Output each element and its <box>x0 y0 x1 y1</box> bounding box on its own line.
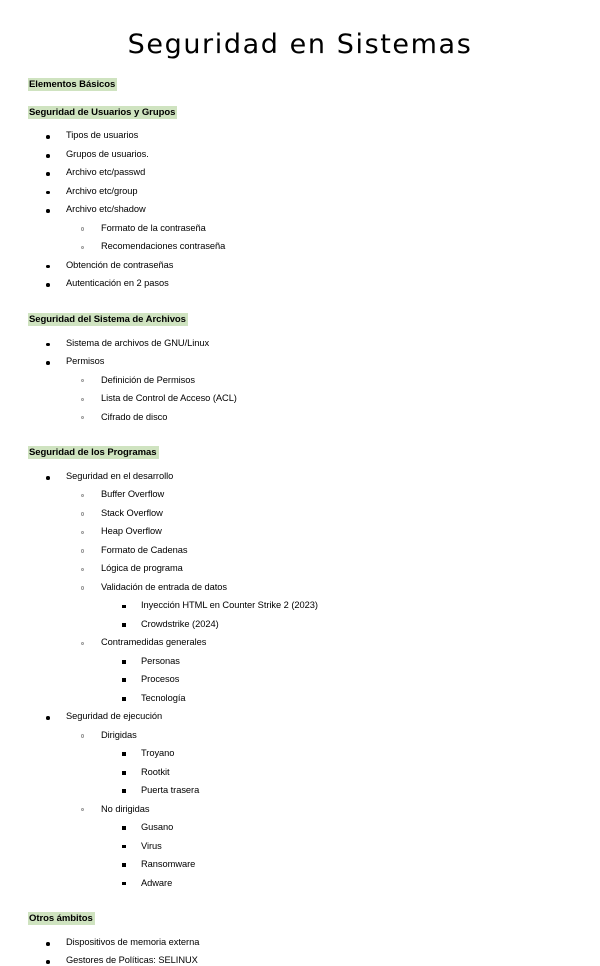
section-heading <box>0 913 600 925</box>
list-item <box>0 956 600 965</box>
list-item <box>66 638 600 703</box>
list-item <box>0 131 600 140</box>
list-item-label: Recomendaciones contraseña <box>101 241 226 252</box>
list-item-label: Buffer Overflow <box>101 489 165 500</box>
list-item-label: Seguridad de ejecución <box>66 711 163 722</box>
section-heading-highlight: Elementos Básicos <box>29 78 116 90</box>
outline-list-level-2 <box>66 376 600 422</box>
list-item <box>0 279 600 288</box>
list-item <box>101 601 600 610</box>
outline-list-level-3 <box>101 749 600 795</box>
list-item-label: Sistema de archivos de GNU/Linux <box>66 337 210 348</box>
list-item-label: Tecnología <box>141 692 186 703</box>
section-heading <box>0 107 600 119</box>
outline-list-level-1 <box>0 472 600 888</box>
outline-list-level-1 <box>0 938 600 966</box>
list-item <box>101 786 600 795</box>
list-item-label: Tipos de usuarios <box>66 130 139 141</box>
list-item <box>101 749 600 758</box>
section-heading <box>0 447 600 459</box>
outline-list-level-1 <box>0 339 600 422</box>
list-item-label: Formato de la contraseña <box>101 222 206 233</box>
list-item-label: Ransomware <box>141 859 196 870</box>
list-item <box>101 879 600 888</box>
list-item <box>66 394 600 403</box>
heading-spacer <box>0 326 600 339</box>
list-item-label: Permisos <box>66 356 105 367</box>
heading-spacer <box>0 925 600 938</box>
list-item <box>66 583 600 629</box>
list-item-label: Formato de Cadenas <box>101 544 188 555</box>
list-item <box>101 860 600 869</box>
list-item <box>101 768 600 777</box>
list-item-label: Lógica de programa <box>101 563 183 574</box>
list-item <box>0 168 600 177</box>
list-item-label: Dirigidas <box>101 729 137 740</box>
list-item <box>0 938 600 947</box>
list-item <box>66 224 600 233</box>
list-item-label: Stack Overflow <box>101 507 163 518</box>
list-item-label: Dispositivos de memoria externa <box>66 936 200 947</box>
section-spacer <box>0 298 600 314</box>
list-item <box>0 472 600 703</box>
list-item <box>0 187 600 196</box>
list-item <box>66 376 600 385</box>
list-item <box>66 564 600 573</box>
section-heading-highlight: Seguridad del Sistema de Archivos <box>29 313 186 325</box>
section-spacer <box>0 431 600 447</box>
outline-list-level-3 <box>101 823 600 888</box>
document-body <box>0 79 600 966</box>
list-item <box>101 675 600 684</box>
list-item-label: Cifrado de disco <box>101 411 168 422</box>
section-spacer <box>0 897 600 913</box>
list-item-label: Contramedidas generales <box>101 637 207 648</box>
section-heading-highlight: Seguridad de los Programas <box>29 447 157 459</box>
list-item <box>66 509 600 518</box>
list-item <box>101 823 600 832</box>
outline-list-level-3 <box>101 601 600 629</box>
list-item-label: Adware <box>141 877 173 888</box>
list-item <box>66 413 600 422</box>
outline-list-level-1 <box>0 131 600 288</box>
list-item-label: Virus <box>141 840 162 851</box>
section-spacer <box>0 91 600 107</box>
list-item <box>66 805 600 888</box>
section-heading-highlight: Seguridad de Usuarios y Grupos <box>29 106 176 118</box>
list-item <box>0 261 600 270</box>
list-item-label: Heap Overflow <box>101 526 162 537</box>
outline-list-level-3 <box>101 657 600 703</box>
list-item-label: Gestores de Políticas: SELINUX <box>66 955 198 966</box>
outline-list-level-2 <box>66 731 600 888</box>
list-item-label: Obtención de contraseñas <box>66 259 174 270</box>
list-item-label: Definición de Permisos <box>101 374 195 385</box>
list-item-label: Seguridad en el desarrollo <box>66 470 174 481</box>
list-item-label: Troyano <box>141 748 175 759</box>
list-item-label: Archivo etc/shadow <box>66 204 146 215</box>
list-item <box>0 339 600 348</box>
section-heading <box>0 314 600 326</box>
list-item <box>0 205 600 251</box>
list-item <box>0 357 600 422</box>
list-item <box>66 731 600 796</box>
outline-list-level-2 <box>66 224 600 252</box>
list-item-label: Grupos de usuarios. <box>66 148 149 159</box>
list-item-label: Archivo etc/passwd <box>66 167 146 178</box>
list-item <box>101 657 600 666</box>
list-item <box>66 546 600 555</box>
list-item-label: Crowdstrike (2024) <box>141 618 219 629</box>
section-heading <box>0 79 600 91</box>
list-item <box>0 712 600 888</box>
section-heading-highlight: Otros ámbitos <box>29 913 93 925</box>
list-item-label: Gusano <box>141 822 174 833</box>
list-item-label: Validación de entrada de datos <box>101 581 227 592</box>
list-item <box>66 527 600 536</box>
list-item <box>66 242 600 251</box>
list-item <box>101 694 600 703</box>
list-item-label: No dirigidas <box>101 803 150 814</box>
list-item <box>101 620 600 629</box>
list-item-label: Personas <box>141 655 180 666</box>
list-item-label: Puerta trasera <box>141 785 200 796</box>
list-item-label: Autenticación en 2 pasos <box>66 278 169 289</box>
outline-list-level-2 <box>66 490 600 703</box>
list-item <box>66 490 600 499</box>
list-item <box>0 150 600 159</box>
title-spacer <box>0 60 600 79</box>
list-item-label: Procesos <box>141 674 180 685</box>
list-item-label: Archivo etc/group <box>66 185 138 196</box>
page-title: Seguridad en Sistemas <box>127 29 473 60</box>
list-item <box>101 842 600 851</box>
list-item-label: Lista de Control de Acceso (ACL) <box>101 393 237 404</box>
list-item-label: Rootkit <box>141 766 170 777</box>
list-item-label: Inyección HTML en Counter Strike 2 (2023) <box>141 600 318 611</box>
